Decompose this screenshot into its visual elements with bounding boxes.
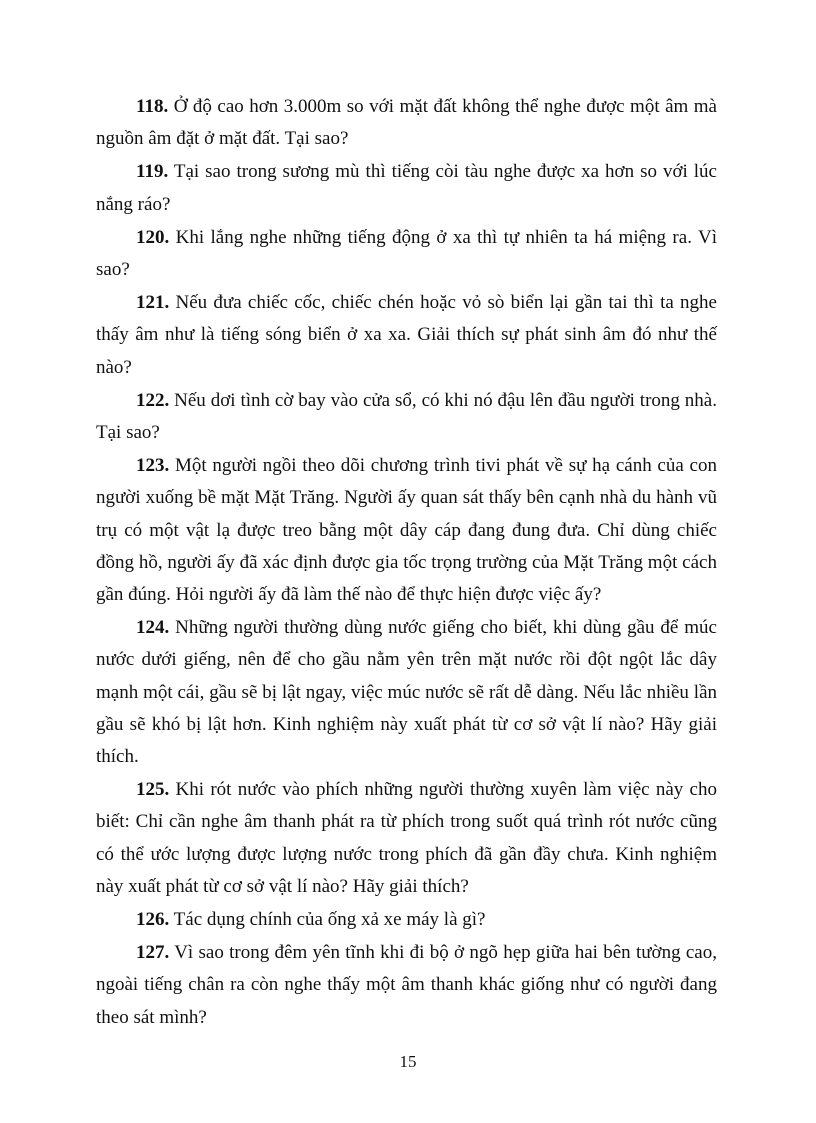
question-text: Khi lắng nghe những tiếng động ở xa thì tự nhiên ta há miệng ra. Vì sao? <box>96 226 717 281</box>
question-number: 122. <box>136 389 170 411</box>
question-text: Vì sao trong đêm yên tĩnh khi đi bộ ở ngõ hẹp giữa hai bên tường cao, ngoài tiếng chân ra còn nghe thấy một âm thanh khác giống như có người đang theo sát mình? <box>96 942 717 1028</box>
question-number: 121. <box>136 292 170 314</box>
question-125 <box>96 774 717 903</box>
page-number: 15 <box>399 1052 417 1071</box>
question-text: Một người ngồi theo dõi chương trình tivi phát về sự hạ cánh của con người xuống bề mặt Mặt Trăng. Người ấy quan sát thấy bên cạnh nhà du hành vũ trụ có một vật lạ được treo bằng một dây cáp đang đung đưa. Chỉ dùng chiếc đồng hồ, người ấy đã xác định được gia tốc trọng trường của Mặt Trăng một cách gần đúng. Hỏi người ấy đã làm thế nào để thực hiện được việc ấy? <box>96 455 717 606</box>
question-126 <box>96 904 717 936</box>
question-124 <box>96 612 717 773</box>
question-text: Những người thường dùng nước giếng cho biết, khi dùng gầu để múc nước dưới giếng, nên để cho gầu nằm yên trên mặt nước rồi đột ngột lắc dây mạnh một cái, gầu sẽ bị lật ngay, việc múc nước sẽ rất dễ dàng. Nếu lắc nhiều lần gầu sẽ khó bị lật hơn. Kinh nghiệm này xuất phát từ cơ sở vật lí nào? Hãy giải thích. <box>96 617 717 768</box>
question-123 <box>96 450 717 611</box>
question-text: Nếu đưa chiếc cốc, chiếc chén hoặc vỏ sò biển lại gần tai thì ta nghe thấy âm như là tiếng sóng biển ở xa xa. Giải thích sự phát sinh âm đó như thế nào? <box>96 292 717 378</box>
question-118 <box>96 91 717 155</box>
question-number: 124. <box>136 617 170 639</box>
question-120 <box>96 222 717 286</box>
question-119 <box>96 156 717 220</box>
question-text: Khi rót nước vào phích những người thường xuyên làm việc này cho biết: Chỉ cần nghe âm thanh phát ra từ phích trong suốt quá trình rót nước cũng có thể ước lượng được lượng nước trong phích đã gần đầy chưa. Kinh nghiệm này xuất phát từ cơ sở vật lí nào? Hãy giải thích? <box>96 779 717 897</box>
question-number: 123. <box>136 455 170 477</box>
question-number: 119. <box>136 161 169 183</box>
question-text: Nếu dơi tình cờ bay vào cửa sổ, có khi nó đậu lên đầu người trong nhà. Tại sao? <box>96 389 717 444</box>
question-121 <box>96 287 717 384</box>
question-number: 120. <box>136 226 170 248</box>
question-list <box>96 91 717 1035</box>
question-number: 126. <box>136 909 170 931</box>
question-122 <box>96 385 717 449</box>
question-127 <box>96 937 717 1034</box>
question-number: 125. <box>136 779 170 801</box>
question-text: Tại sao trong sương mù thì tiếng còi tàu nghe được xa hơn so với lúc nắng ráo? <box>96 161 717 215</box>
question-text: Tác dụng chính của ống xả xe máy là gì? <box>169 909 486 931</box>
question-text: Ở độ cao hơn 3.000m so với mặt đất không thể nghe được một âm mà nguồn âm đặt ở mặt đất. Tại sao? <box>96 96 717 150</box>
question-number: 118. <box>136 96 169 117</box>
question-number: 127. <box>136 942 170 964</box>
